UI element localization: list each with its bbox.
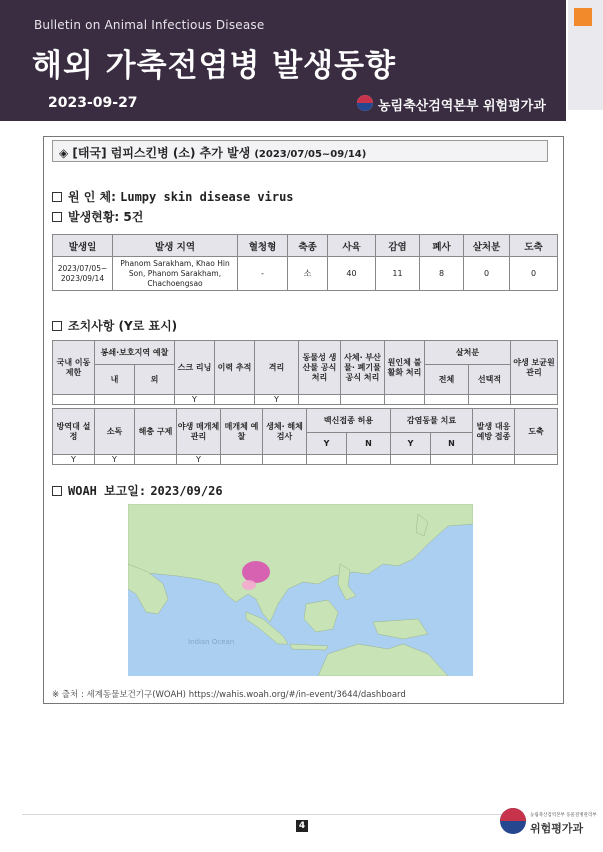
- m2-value: [221, 455, 263, 465]
- cell-date: 2023/07/05~ 2023/09/14: [53, 257, 113, 291]
- cause-value: Lumpy skin disease virus: [120, 190, 294, 204]
- page-title: 해외 가축전염병 발생동향: [32, 48, 396, 84]
- h-treat-yes: Y: [391, 433, 431, 455]
- h-traceability: 이력 추적: [215, 341, 255, 395]
- h-vaccine-no: N: [347, 433, 391, 455]
- m1-value: [469, 395, 511, 405]
- section-title: ◈ [태국] 럼피스킨병 (소) 추가 발생: [59, 146, 251, 160]
- measures-table-1: [52, 340, 558, 405]
- header-banner: [0, 0, 566, 121]
- measures-table-2: [52, 408, 558, 465]
- corner-accent: [568, 0, 603, 110]
- outbreak-table: [52, 234, 558, 291]
- h-cull-selective: 선택적: [469, 365, 511, 395]
- col-species: 축종: [288, 235, 328, 257]
- col-culled: 살처분: [464, 235, 510, 257]
- h-treatment: 감염동물 치료: [391, 409, 473, 433]
- h-product-treatment: 동물성 생산물 공식 처리: [299, 341, 341, 395]
- orange-square-icon: [574, 8, 592, 26]
- col-serotype: 혈청형: [238, 235, 288, 257]
- m1-value: Y: [255, 395, 299, 405]
- m2-value: [135, 455, 177, 465]
- status-item: [52, 208, 143, 225]
- h-culling: 살처분: [425, 341, 511, 365]
- outbreak-header-row: [53, 235, 558, 257]
- h-zone-outside: 외: [135, 365, 175, 395]
- footer-org-small: 농림축산검역본부 동물질병관리부: [530, 813, 597, 818]
- woah-value: 2023/09/26: [150, 484, 223, 498]
- taegeuk-logo-icon: [357, 95, 373, 111]
- col-cases: 감염: [376, 235, 420, 257]
- h-response-vaccination: 발생 대응 예방 접종: [473, 409, 515, 455]
- h-screening: 스크 리닝: [175, 341, 215, 395]
- h-vector-control: 해충 구제: [135, 409, 177, 455]
- cell-serotype: -: [238, 257, 288, 291]
- h-treat-no: N: [431, 433, 473, 455]
- col-date: 발생일: [53, 235, 113, 257]
- cause-item: [52, 188, 294, 205]
- m1-value: [53, 395, 95, 405]
- cause-label: 원 인 체:: [68, 190, 116, 204]
- h-pathogen-inactivation: 원인체 불활화 처리: [385, 341, 425, 395]
- cell-deaths: 8: [420, 257, 464, 291]
- m1-value: [215, 395, 255, 405]
- section-period: (2023/07/05~09/14): [254, 149, 367, 160]
- source-note: ※ 출처 : 세계동물보건기구(WOAH) https://wahis.woah.org/#/in-event/3644/dashboard: [52, 690, 406, 700]
- m2-value: [515, 455, 558, 465]
- m2-value: [473, 455, 515, 465]
- h-disinfection: 소독: [95, 409, 135, 455]
- outbreak-map: [128, 504, 473, 676]
- woah-item: [52, 482, 223, 499]
- measures-2-values-row: [53, 455, 558, 465]
- cell-culled: 0: [464, 257, 510, 291]
- section-title-bar: [52, 140, 548, 162]
- checkbox-square-icon: [52, 212, 62, 222]
- checkbox-square-icon: [52, 192, 62, 202]
- h-slaughter: 도축: [515, 409, 558, 455]
- footer-dept: 위험평가과: [530, 822, 584, 835]
- woah-label: WOAH 보고일:: [68, 484, 147, 498]
- outbreak-point-marker: [242, 580, 256, 590]
- measures-item: [52, 317, 177, 334]
- outbreak-row: [53, 257, 558, 291]
- report-date: 2023-09-27: [48, 95, 138, 111]
- page-number: 4: [296, 820, 308, 832]
- m2-value: [391, 455, 431, 465]
- borneo-landmass: [304, 600, 338, 632]
- col-slaughtered: 도축: [510, 235, 558, 257]
- cell-species: 소: [288, 257, 328, 291]
- checkbox-square-icon: [52, 486, 62, 496]
- footer-divider: [22, 814, 502, 815]
- header-org: 농림축산검역본부 위험평가과: [378, 99, 546, 114]
- checkbox-square-icon: [52, 321, 62, 331]
- col-region: 발생 지역: [113, 235, 238, 257]
- h-cull-all: 전체: [425, 365, 469, 395]
- h-quarantine: 격리: [255, 341, 299, 395]
- m1-value: [511, 395, 558, 405]
- measures-1-values-row: [53, 395, 558, 405]
- m2-value: Y: [95, 455, 135, 465]
- h-wildlife-reservoir: 야생 보균원 관리: [511, 341, 558, 395]
- status-label: 발생현황:: [68, 210, 120, 224]
- h-ante-post-mortem: 생체· 해체 검사: [263, 409, 307, 455]
- h-carcass-disposal: 사체· 부산물· 폐기물 공식 처리: [341, 341, 385, 395]
- measures-label: 조치사항 (Y로 표시): [68, 319, 178, 333]
- cell-cases: 11: [376, 257, 420, 291]
- outbreak-zone-marker: [242, 561, 270, 583]
- australia-landmass: [318, 644, 448, 676]
- h-zone-surveillance: 봉쇄·보호지역 예찰: [95, 341, 175, 365]
- cell-slaughtered: 0: [510, 257, 558, 291]
- m1-value: [341, 395, 385, 405]
- new-guinea-landmass: [373, 619, 428, 639]
- status-value: 5건: [123, 210, 144, 224]
- java-landmass: [290, 644, 328, 650]
- m1-value: [95, 395, 135, 405]
- h-zone-inside: 내: [95, 365, 135, 395]
- m2-value: Y: [177, 455, 221, 465]
- m2-value: Y: [53, 455, 95, 465]
- h-zoning: 방역대 설정: [53, 409, 95, 455]
- ocean-label: Indian Ocean: [188, 638, 235, 646]
- cell-susceptible: 40: [328, 257, 376, 291]
- m1-value: Y: [175, 395, 215, 405]
- m1-value: [385, 395, 425, 405]
- cell-region: Phanom Sarakham, Khao Hin Son, Phanom Sarakham, Chachoengsao: [113, 257, 238, 291]
- col-susceptible: 사육: [328, 235, 376, 257]
- h-vaccination: 백신접종 허용: [307, 409, 391, 433]
- map-svg: [128, 504, 473, 676]
- m2-value: [307, 455, 347, 465]
- m2-value: [431, 455, 473, 465]
- m2-value: [347, 455, 391, 465]
- h-vector-surveillance: 매개체 예찰: [221, 409, 263, 455]
- h-wild-vector: 야생 매개체 관리: [177, 409, 221, 455]
- m2-value: [263, 455, 307, 465]
- col-deaths: 폐사: [420, 235, 464, 257]
- footer-taegeuk-logo-icon: [500, 808, 526, 834]
- h-domestic-restriction: 국내 이동 제한: [53, 341, 95, 395]
- m1-value: [135, 395, 175, 405]
- m1-value: [425, 395, 469, 405]
- h-vaccine-yes: Y: [307, 433, 347, 455]
- bulletin-subtitle: Bulletin on Animal Infectious Disease: [34, 18, 265, 32]
- m1-value: [299, 395, 341, 405]
